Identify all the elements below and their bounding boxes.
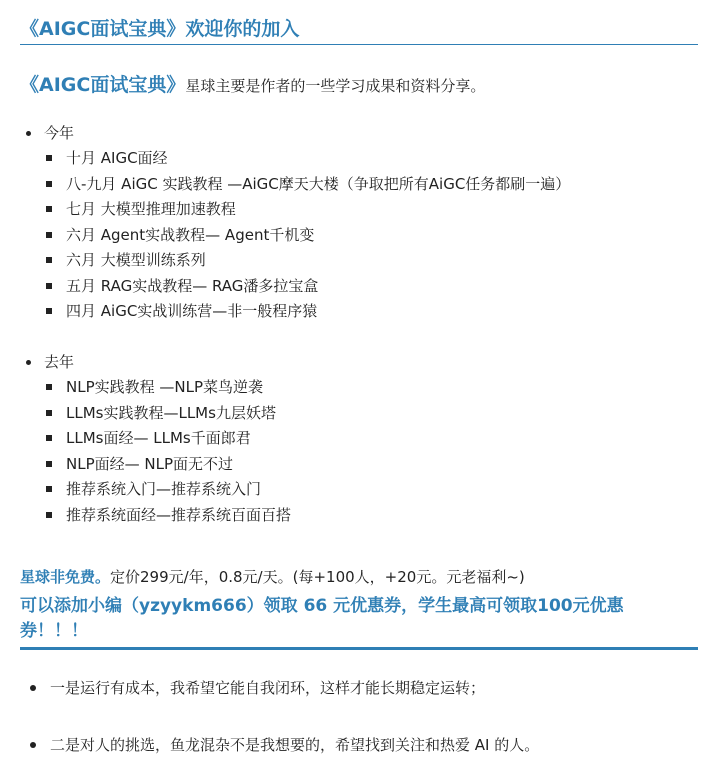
list-item: 十月 AIGC面经 xyxy=(44,146,570,172)
list-item: 二是对人的挑选，鱼龙混杂不是我想要的，希望找到关注和热爱 AI 的人。 xyxy=(30,734,539,756)
list-item-last-year xyxy=(26,350,291,528)
intro-paragraph xyxy=(20,70,485,97)
price-text: 定价299元/年，0.8元/天。(每+100人，+20元。元老福利~) xyxy=(110,568,525,586)
list-item: LLMs面经— LLMs千面郎君 xyxy=(44,426,291,452)
list-item: 八-九月 AiGC 实践教程 —AiGC摩天大楼（争取把所有AiGC任务都刷一遍） xyxy=(44,172,570,198)
promo-heading xyxy=(20,594,698,650)
page-title: 《AIGC面试宝典》欢迎你的加入 xyxy=(20,14,698,45)
list-item: 五月 RAG实战教程— RAG潘多拉宝盒 xyxy=(44,274,570,300)
intro-text: 星球主要是作者的一些学习成果和资料分享。 xyxy=(185,77,486,95)
list-item: NLP面经— NLP面无不过 xyxy=(44,452,291,478)
list-item: 六月 大模型训练系列 xyxy=(44,248,570,274)
list-item: 一是运行有成本，我希望它能自我闭环，这样才能长期稳定运转； xyxy=(30,677,485,699)
promo-text: 可以添加小编（yzyykm666）领取 66 元优惠券，学生最高可领取100元优惠券！！！ xyxy=(20,596,624,641)
last-year-list xyxy=(26,350,291,528)
list-item: NLP实践教程 —NLP菜鸟逆袭 xyxy=(44,375,291,401)
list-item: 六月 Agent实战教程— Agent千机变 xyxy=(44,223,570,249)
list-item: 推荐系统入门—推荐系统入门 xyxy=(44,477,291,503)
this-year-list xyxy=(26,121,570,325)
intro-book-name: 《AIGC面试宝典》 xyxy=(20,74,186,96)
last-year-label: 去年 xyxy=(44,353,75,371)
price-paragraph xyxy=(20,566,525,587)
list-item: 推荐系统面经—推荐系统百面百搭 xyxy=(44,503,291,529)
list-item: LLMs实践教程—LLMs九层妖塔 xyxy=(44,401,291,427)
this-year-sublist xyxy=(44,146,570,325)
list-item: 四月 AiGC实战训练营—非一般程序猿 xyxy=(44,299,570,325)
this-year-label: 今年 xyxy=(44,124,75,142)
last-year-sublist xyxy=(44,375,291,528)
price-emphasis: 星球非免费。 xyxy=(20,568,111,586)
list-item: 七月 大模型推理加速教程 xyxy=(44,197,570,223)
list-item-this-year xyxy=(26,121,570,325)
